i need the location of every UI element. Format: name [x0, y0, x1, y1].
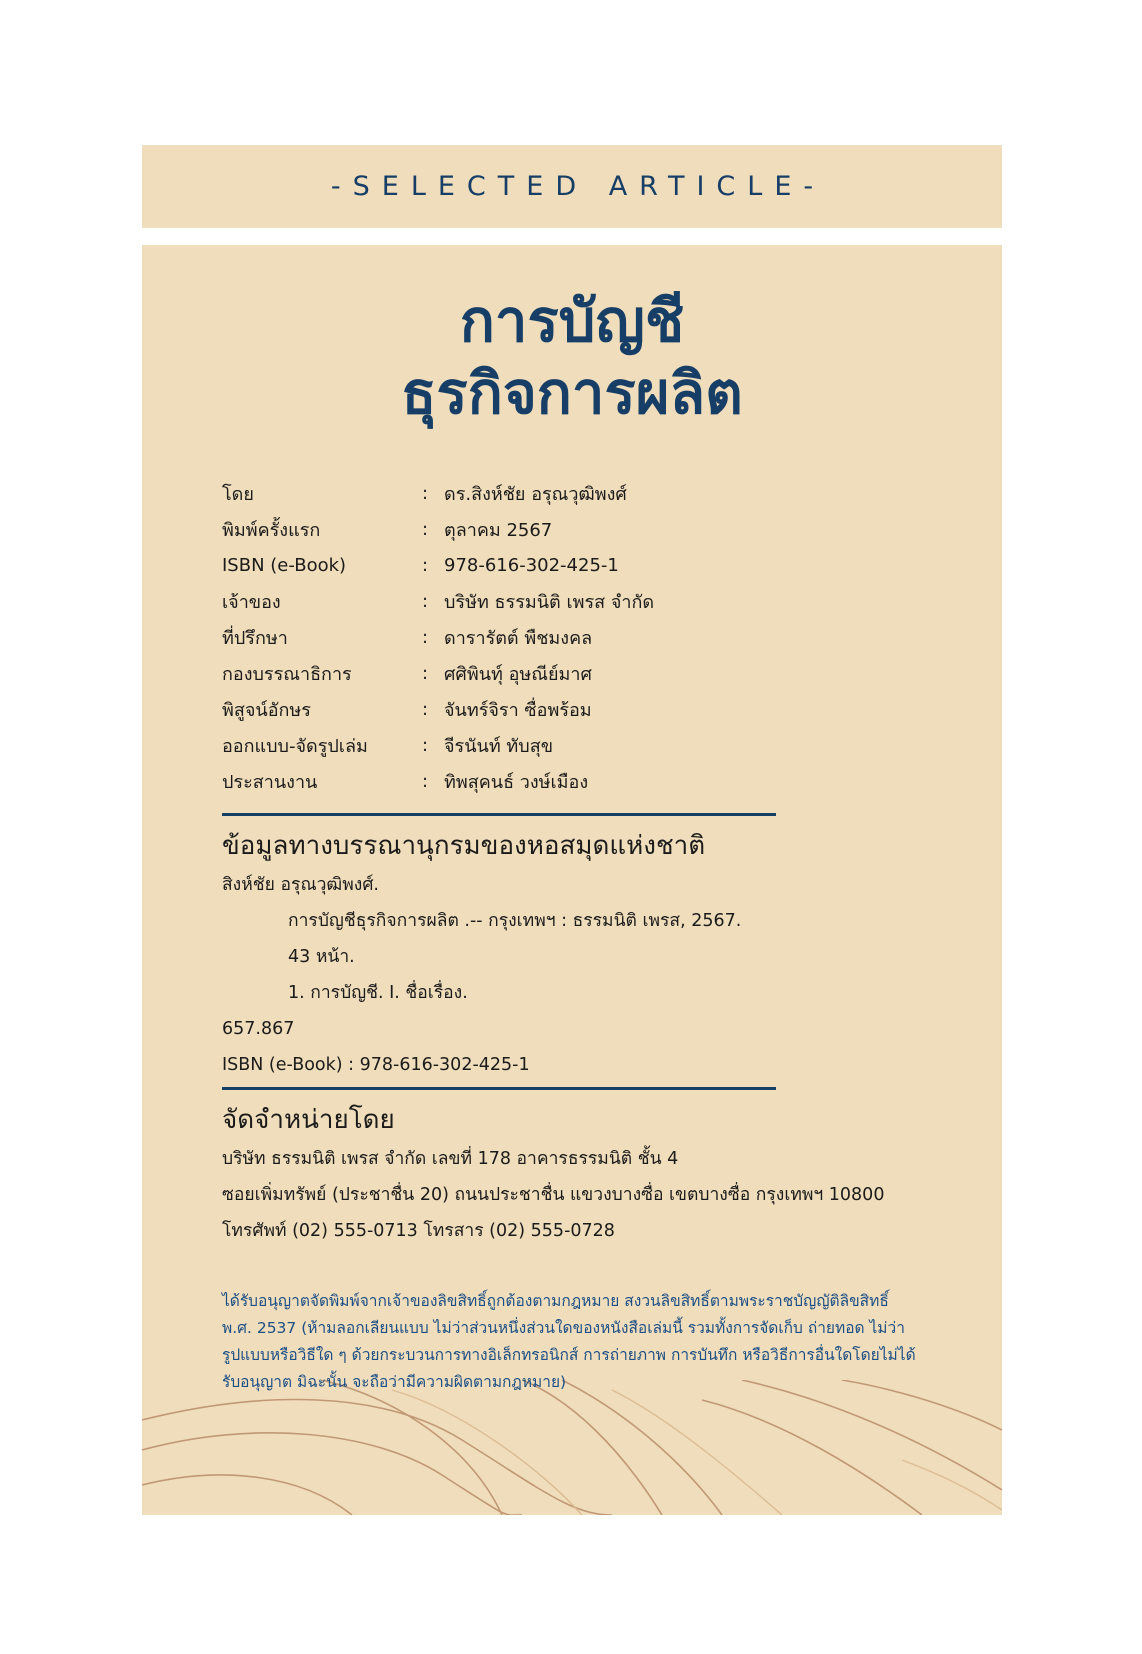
catalog-line-2: 43 หน้า.	[288, 947, 355, 967]
meta-value: จันทร์จิรา ซื่อพร้อม	[444, 699, 592, 721]
selected-article-banner	[142, 145, 1002, 228]
distribution-line-1: บริษัท ธรรมนิติ เพรส จำกัด เลขที่ 178 อาคารธรรมนิติ ชั้น 4	[222, 1149, 679, 1169]
meta-label: ISBN (e-Book)	[222, 554, 347, 576]
distribution-heading: จัดจำหน่ายโดย	[222, 1105, 395, 1135]
publication-details	[222, 475, 654, 799]
meta-row-isbn	[222, 547, 654, 583]
catalog-line-3: 1. การบัญชี. I. ชื่อเรื่อง.	[288, 983, 468, 1003]
meta-colon: :	[422, 482, 429, 504]
section-divider	[222, 1087, 776, 1090]
meta-label: กองบรรณาธิการ	[222, 663, 352, 685]
meta-colon: :	[422, 626, 429, 648]
book-title	[142, 285, 1002, 429]
meta-label: ประสานงาน	[222, 771, 318, 793]
meta-label: ที่ปรึกษา	[222, 627, 288, 649]
meta-value: ดารารัตต์ พืชมงคล	[444, 627, 593, 649]
catalog-author: สิงห์ชัย อรุณวุฒิพงศ์.	[222, 875, 379, 895]
meta-value: ศศิพินทุ์ อุษณีย์มาศ	[444, 663, 592, 685]
meta-row-first-print	[222, 511, 654, 547]
meta-label: โดย	[222, 483, 254, 505]
distribution-address	[222, 1141, 884, 1249]
meta-colon: :	[422, 518, 429, 540]
meta-colon: :	[422, 770, 429, 792]
meta-colon: :	[422, 590, 429, 612]
meta-row-advisor	[222, 619, 654, 655]
catalog-heading: ข้อมูลทางบรรณานุกรมของหอสมุดแห่งชาติ	[222, 831, 706, 861]
section-divider	[222, 813, 776, 816]
distribution-line-3: โทรศัพท์ (02) 555-0713 โทรสาร (02) 555-0728	[222, 1221, 615, 1241]
meta-value: ดร.สิงห์ชัย อรุณวุฒิพงศ์	[444, 483, 627, 505]
meta-row-design	[222, 727, 654, 763]
meta-label: เจ้าของ	[222, 591, 281, 613]
meta-row-author	[222, 475, 654, 511]
meta-label: พิมพ์ครั้งแรก	[222, 519, 321, 541]
meta-row-owner	[222, 583, 654, 619]
meta-value: บริษัท ธรรมนิติ เพรส จำกัด	[444, 591, 655, 613]
meta-colon: :	[422, 662, 429, 684]
meta-label: ออกแบบ-จัดรูปเล่ม	[222, 735, 368, 757]
meta-value: 978-616-302-425-1	[444, 554, 619, 576]
book-title-line-2: ธุรกิจการผลิต	[401, 359, 743, 427]
meta-colon: :	[422, 554, 429, 576]
meta-colon: :	[422, 698, 429, 720]
meta-value: ตุลาคม 2567	[444, 519, 553, 541]
distribution-line-2: ซอยเพิ่มทรัพย์ (ประชาชื่น 20) ถนนประชาชื่น แขวงบางซื่อ เขตบางซื่อ กรุงเทพฯ 10800	[222, 1185, 885, 1205]
meta-row-editorial	[222, 655, 654, 691]
meta-colon: :	[422, 734, 429, 756]
catalog-record	[222, 867, 741, 1083]
catalog-isbn: ISBN (e-Book) : 978-616-302-425-1	[222, 1055, 530, 1075]
meta-label: พิสูจน์อักษร	[222, 699, 311, 721]
meta-value: ทิพสุคนธ์ วงษ์เมือง	[444, 771, 589, 793]
catalog-line-1: การบัญชีธุรกิจการผลิต .-- กรุงเทพฯ : ธรรมนิติ เพรส, 2567.	[288, 911, 742, 931]
catalog-class-number: 657.867	[222, 1019, 295, 1039]
copyright-page-panel	[142, 245, 1002, 1515]
meta-row-coordinator	[222, 763, 654, 799]
book-title-line-1: การบัญชี	[459, 287, 685, 355]
meta-row-proofreader	[222, 691, 654, 727]
copyright-notice: ได้รับอนุญาตจัดพิมพ์จากเจ้าของลิขสิทธิ์ถูกต้องตามกฎหมาย สงวนลิขสิทธิ์ตามพระราชบัญญัติลิขสิทธิ์ พ.ศ. 2537 (ห้ามลอกเลียนแบบ ไม่ว่าส่วนหนึ่งส่วนใดของหนังสือเล่มนี้ รวมทั้งการจัดเก็บ ถ่ายทอด ไม่ว่ารูปแบบหรือวิธีใด ๆ ด้วยกระบวนการทางอิเล็กทรอนิกส์ การถ่ายภาพ การบันทึก หรือวิธีการอื่นใดโดยไม่ได้รับอนุญาต มิฉะนั้น จะถือว่ามีความผิดตามกฎหมาย)	[222, 1292, 916, 1391]
decorative-waves	[142, 1380, 1002, 1515]
banner-text: -SELECTED ARTICLE-	[330, 171, 826, 202]
meta-value: จีรนันท์ ทับสุข	[444, 735, 553, 757]
